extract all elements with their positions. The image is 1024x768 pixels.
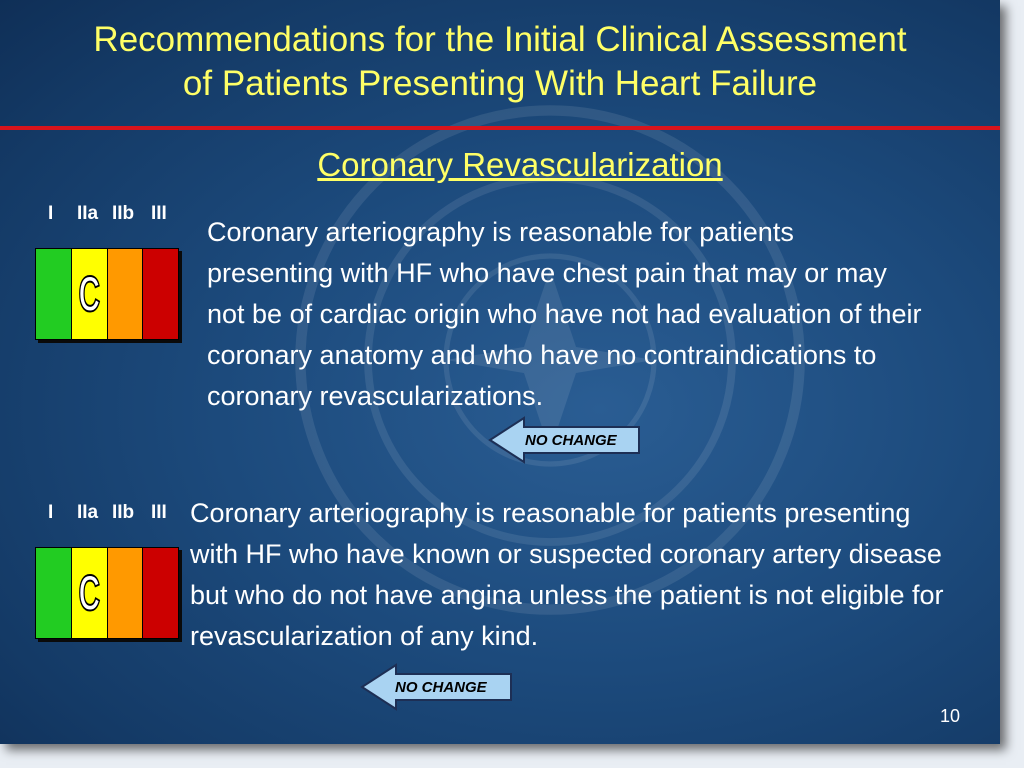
class-IIa-segment — [72, 548, 108, 638]
no-change-badge-2 — [359, 662, 515, 712]
no-change-label: NO CHANGE — [525, 431, 617, 449]
class-label-I: I — [48, 203, 54, 224]
no-change-label: NO CHANGE — [395, 678, 487, 696]
class-label-III: III — [151, 502, 167, 523]
class-I-segment — [36, 249, 72, 339]
class-IIa-segment — [72, 249, 108, 339]
class-label-IIa: IIa — [77, 203, 99, 224]
no-change-badge-1 — [487, 415, 643, 465]
section-subtitle: Coronary Revascularization — [317, 146, 723, 183]
class-label-III: III — [151, 203, 167, 224]
level-of-evidence: C — [78, 565, 100, 621]
slide-title-line-2: of Patients Presenting With Heart Failure — [182, 64, 818, 103]
class-III-segment — [143, 548, 178, 638]
level-of-evidence: C — [78, 266, 100, 322]
class-bar-2 — [35, 547, 179, 639]
class-label-IIb: IIb — [112, 203, 135, 224]
title-divider — [0, 126, 1000, 130]
recommendation-text-1: Coronary arteriography is reasonable for patients presenting with HF who have chest pain that may or may not be of cardiac origin who have not had evaluation of their coronary anatomy and who have no contraindications to coronary revascularizations. — [207, 217, 922, 411]
class-IIb-segment — [108, 249, 144, 339]
class-label-I: I — [48, 502, 54, 523]
class-label-IIa: IIa — [77, 502, 99, 523]
class-IIb-segment — [108, 548, 144, 638]
class-III-segment — [143, 249, 178, 339]
slide-title — [0, 18, 1000, 106]
class-I-segment — [36, 548, 72, 638]
recommendation-text-2: Coronary arteriography is reasonable for patients presenting with HF who have known or suspected coronary artery disease but who do not have angina unless the patient is not eligible for revascularization of any kind. — [190, 498, 944, 651]
slide-title-line-1: Recommendations for the Initial Clinical Assessment — [93, 20, 907, 59]
class-bar-1 — [35, 248, 179, 340]
class-label-IIb: IIb — [112, 502, 135, 523]
page-number: 10 — [940, 706, 961, 726]
